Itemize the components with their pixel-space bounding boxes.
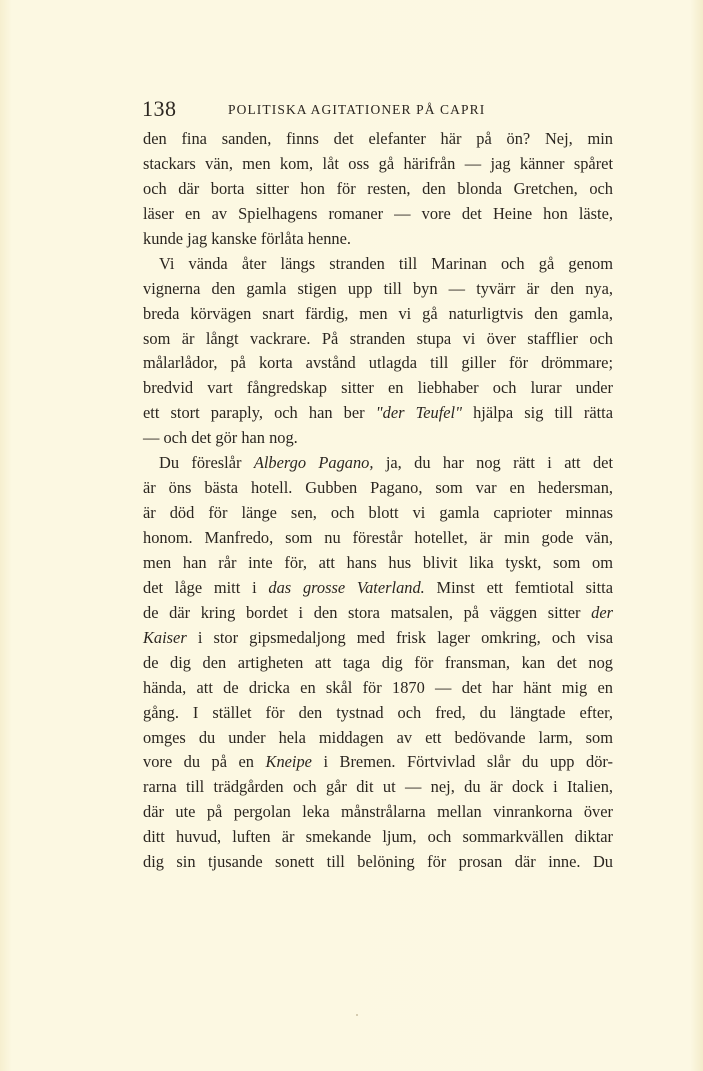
body-text	[143, 127, 613, 875]
text-line	[143, 401, 613, 426]
text-segment: målarlådor, på korta avstånd utlagda till giller för drömmare;	[143, 353, 613, 373]
text-line	[143, 601, 613, 626]
text-line	[143, 227, 613, 252]
text-segment: de dig den artigheten att taga dig för fransman, kan det nog	[143, 652, 613, 672]
text-line	[143, 476, 613, 501]
text-segment: — och det gör han nog.	[143, 428, 298, 448]
text-segment: stackars vän, men kom, låt oss gå härifrån — jag känner spåret	[143, 153, 613, 173]
text-segment: och där borta sitter hon för resten, den blonda Gretchen, och	[143, 178, 613, 198]
text-segment: kunde jag kanske förlåta henne.	[143, 228, 351, 248]
text-segment: Vi vända åter längs stranden till Marinan och gå genom	[159, 253, 613, 273]
italic-text: "der Teufel"	[375, 403, 462, 423]
text-line	[143, 726, 613, 751]
text-line	[143, 152, 613, 177]
text-segment: men han rår inte för, att hans hus blivit lika tyskt, som om	[143, 552, 613, 572]
text-segment: är död för länge sen, och blott vi gamla caprioter minnas	[143, 503, 613, 523]
text-line	[143, 701, 613, 726]
text-segment: rarna till trädgården och går dit ut — nej, du är dock i Italien,	[143, 777, 613, 797]
text-line	[143, 351, 613, 376]
text-segment: honom. Manfredo, som nu förestår hotellet, är min gode vän,	[143, 528, 613, 547]
text-line	[143, 850, 613, 875]
text-segment: hända, att de dricka en skål för 1870 — det har hänt mig en	[143, 677, 613, 697]
text-segment: Du föreslår	[159, 453, 254, 473]
text-segment: de där kring bordet i den stora matsalen, på väggen sitter	[143, 602, 592, 622]
text-segment: bredvid vart fångredskap sitter en liebhaber och lurar under	[143, 378, 613, 398]
text-segment: i stor gipsmedaljong med frisk lager omkring, och visa	[186, 627, 613, 647]
text-line	[143, 202, 613, 227]
text-line	[143, 825, 613, 850]
text-segment: där ute på pergolan leka månstrålarna mellan vinrankorna över	[143, 802, 613, 822]
text-line	[143, 426, 613, 451]
text-line	[143, 302, 613, 327]
text-line	[143, 676, 613, 701]
text-segment: i Bremen. Förtvivlad slår du upp dör-	[311, 752, 613, 772]
text-segment: som är långt vackrare. På stranden stupa vi över stafflier och	[143, 328, 613, 348]
text-segment: läser en av Spielhagens romaner — vore det Heine hon läste,	[143, 203, 613, 223]
text-segment: ett stort paraply, och han ber	[143, 403, 376, 423]
text-segment: omges du under hela middagen av ett bedövande larm, som	[143, 727, 613, 747]
text-line	[143, 551, 613, 576]
text-line	[143, 127, 613, 152]
text-line	[143, 576, 613, 601]
paper-speck	[356, 1014, 358, 1016]
text-line	[143, 526, 613, 551]
text-segment: hjälpa sig till rätta	[461, 403, 613, 423]
italic-text: Kaiser	[143, 627, 187, 647]
text-line	[143, 277, 613, 302]
text-line	[143, 327, 613, 352]
text-segment: dig sin tjusande sonett till belöning för prosan där inne. Du	[143, 852, 613, 872]
text-line	[143, 451, 613, 476]
text-segment: gång. I stället för den tystnad och fred, du längtade efter,	[143, 702, 613, 722]
italic-text: Kneipe	[265, 752, 312, 772]
italic-text: Albergo Pagano,	[253, 453, 374, 473]
running-head: POLITISKA AGITATIONER PÅ CAPRI	[228, 102, 486, 117]
italic-text: der	[591, 602, 613, 622]
text-segment: vignerna den gamla stigen upp till byn — tyvärr är den nya,	[143, 278, 613, 298]
page-header	[142, 97, 552, 121]
text-line	[143, 177, 613, 202]
text-line	[143, 750, 613, 775]
text-line	[143, 651, 613, 676]
text-segment: vore du på en	[143, 752, 266, 772]
text-segment: ditt huvud, luften är smekande ljum, och sommarkvällen diktar	[143, 827, 613, 847]
text-line	[143, 626, 613, 651]
text-line	[143, 501, 613, 526]
text-segment: den fina sanden, finns det elefanter här på ön? Nej, min	[143, 129, 613, 148]
text-line	[143, 252, 613, 277]
italic-text: das grosse Vaterland.	[268, 577, 425, 597]
text-line	[143, 800, 613, 825]
page-number: 138	[142, 96, 177, 121]
text-segment: är öns bästa hotell. Gubben Pagano, som var en hedersman,	[143, 478, 613, 498]
text-segment: ja, du har nog rätt i att det	[373, 453, 613, 473]
text-segment: breda körvägen snart färdig, men vi gå naturligtvis den gamla,	[143, 303, 613, 323]
text-line	[143, 775, 613, 800]
text-line	[143, 376, 613, 401]
text-segment: Minst ett femtiotal sitta	[424, 577, 613, 597]
text-segment: det låge mitt i	[143, 577, 269, 597]
